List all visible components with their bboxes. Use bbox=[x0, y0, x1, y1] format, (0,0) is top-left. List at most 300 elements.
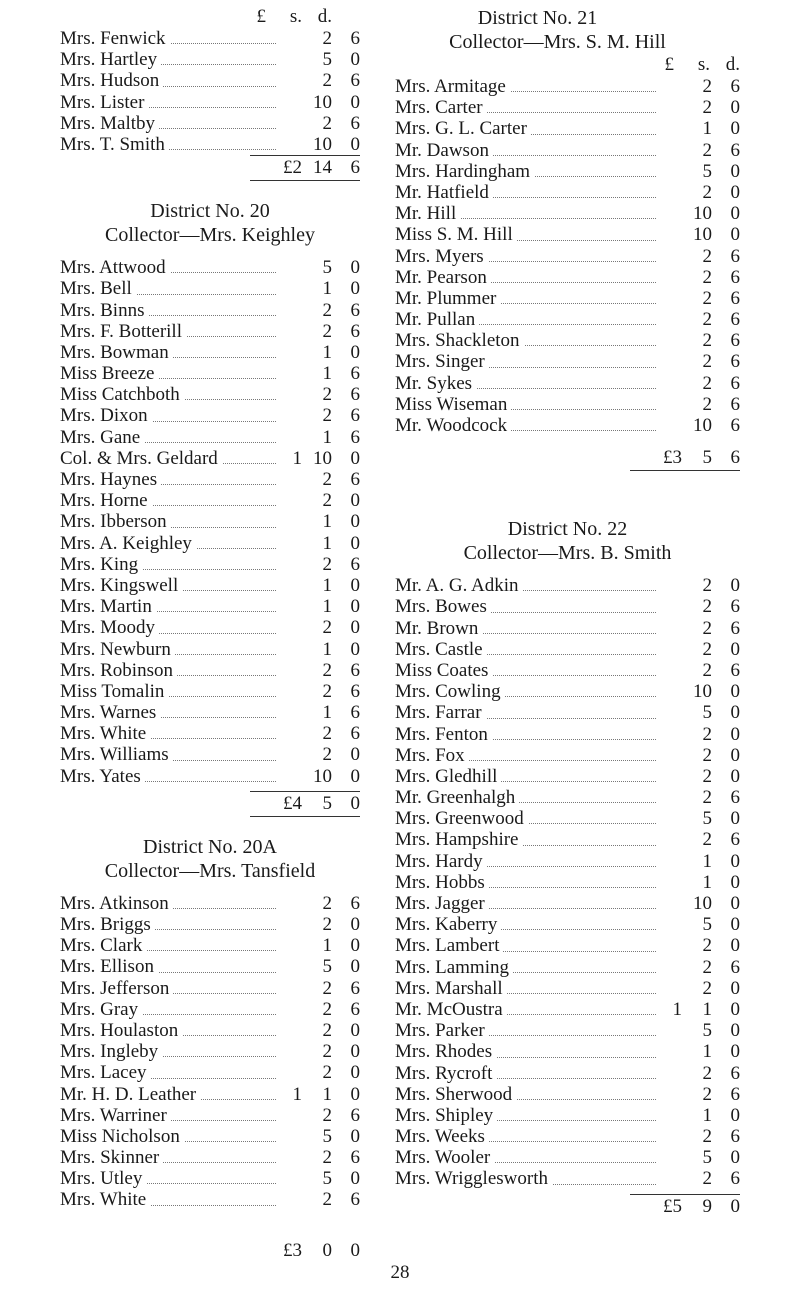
pence-amount: 0 bbox=[730, 1020, 740, 1042]
shillings-amount: 2 bbox=[322, 384, 332, 406]
list-item bbox=[60, 92, 360, 113]
list-item bbox=[395, 140, 740, 161]
contributor-name: Mr. Brown bbox=[395, 618, 482, 639]
list-item bbox=[60, 978, 360, 999]
contributor-name: Mrs. Utley bbox=[60, 1168, 146, 1189]
currency-header-left bbox=[60, 6, 360, 28]
shillings-amount: 2 bbox=[702, 765, 712, 787]
shillings-amount: 2 bbox=[702, 575, 712, 597]
contributor-name: Miss Catchboth bbox=[60, 384, 184, 405]
contributor-name: Mrs. Rhodes bbox=[395, 1041, 496, 1062]
pence-amount: 6 bbox=[730, 76, 740, 97]
list-item bbox=[60, 321, 360, 342]
shillings-amount: 5 bbox=[702, 1147, 712, 1169]
pence-amount: 6 bbox=[730, 372, 740, 394]
pence-amount: 6 bbox=[350, 998, 360, 1020]
pence-amount: 0 bbox=[730, 638, 740, 660]
contributor-name: Mr. Sykes bbox=[395, 373, 476, 394]
contributor-name: Mr. Pearson bbox=[395, 267, 491, 288]
pence-amount: 0 bbox=[730, 723, 740, 745]
pence-amount: 6 bbox=[350, 28, 360, 49]
pence-amount: 6 bbox=[730, 1168, 740, 1190]
shillings-amount: 2 bbox=[702, 638, 712, 660]
pence-amount: 6 bbox=[350, 469, 360, 490]
list-item bbox=[60, 554, 360, 575]
contributor-name: Mrs. King bbox=[60, 554, 142, 575]
shillings-amount: 2 bbox=[322, 299, 332, 321]
shillings-amount: 5 bbox=[702, 160, 712, 182]
list-item bbox=[395, 415, 740, 436]
contributor-name: Mrs. Binns bbox=[60, 300, 148, 321]
pence-amount: 6 bbox=[350, 363, 360, 385]
shillings-amount: 2 bbox=[322, 1019, 332, 1041]
pence-amount: 6 bbox=[350, 659, 360, 681]
list-item bbox=[60, 278, 360, 299]
contributor-name: Mrs. Lacey bbox=[60, 1062, 151, 1083]
list-item bbox=[395, 914, 740, 935]
shillings-amount: 1 bbox=[322, 341, 332, 363]
contributor-name: Mrs. F. Botterill bbox=[60, 321, 186, 342]
shillings-amount: 2 bbox=[702, 372, 712, 394]
shillings-amount: 2 bbox=[322, 977, 332, 999]
list-item bbox=[395, 203, 740, 224]
pence-amount: 0 bbox=[730, 808, 740, 830]
pence-amount: 0 bbox=[730, 97, 740, 119]
shillings-amount: 2 bbox=[702, 309, 712, 331]
shillings-amount: 2 bbox=[702, 181, 712, 203]
pence-amount: 0 bbox=[730, 744, 740, 766]
list-item bbox=[60, 469, 360, 490]
pence-amount: 0 bbox=[350, 617, 360, 639]
district-22-total bbox=[395, 1195, 740, 1219]
district-20-collector: Collector—Mrs. Keighley bbox=[105, 224, 315, 247]
shillings-amount: 5 bbox=[702, 914, 712, 936]
shillings-amount: 2 bbox=[702, 956, 712, 978]
contributor-name: Mrs. Briggs bbox=[60, 914, 155, 935]
pence-amount: 0 bbox=[350, 447, 360, 469]
list-item bbox=[60, 914, 360, 935]
list-item bbox=[395, 872, 740, 893]
contributor-name: Mrs. Rycroft bbox=[395, 1063, 496, 1084]
shillings-amount: 10 bbox=[313, 765, 332, 787]
pence-amount: 0 bbox=[350, 257, 360, 279]
shillings-amount: 2 bbox=[702, 723, 712, 745]
shillings-amount: 1 bbox=[322, 1083, 332, 1105]
shillings-amount: 1 bbox=[322, 638, 332, 660]
list-item bbox=[395, 97, 740, 118]
shillings-amount: 2 bbox=[322, 405, 332, 427]
list-item bbox=[395, 1126, 740, 1147]
shillings-amount: 1 bbox=[322, 426, 332, 448]
contributor-name: Mrs. Lambert bbox=[395, 935, 503, 956]
list-item bbox=[60, 511, 360, 532]
shillings-amount: 10 bbox=[693, 224, 712, 246]
contributor-name: Mrs. Myers bbox=[395, 246, 488, 267]
pence-amount: 0 bbox=[730, 224, 740, 246]
list-item bbox=[395, 182, 740, 203]
list-item bbox=[395, 681, 740, 702]
pence-amount: 0 bbox=[350, 596, 360, 618]
list-item bbox=[395, 1063, 740, 1084]
shillings-header: s. bbox=[289, 6, 302, 27]
shillings-amount: 2 bbox=[702, 659, 712, 681]
list-item bbox=[395, 829, 740, 850]
contributor-name: Mrs. Houlaston bbox=[60, 1020, 182, 1041]
contributor-name: Mrs. Martin bbox=[60, 596, 156, 617]
pence-amount: 6 bbox=[350, 1189, 360, 1211]
contributor-name: Mrs. Maltby bbox=[60, 113, 159, 134]
total-pounds: £5 bbox=[663, 1195, 682, 1217]
pence-amount: 6 bbox=[730, 139, 740, 161]
district-22-collector: Collector—Mrs. B. Smith bbox=[463, 542, 672, 565]
list-item bbox=[60, 1189, 360, 1210]
page-number: 28 bbox=[390, 1262, 410, 1283]
shillings-amount: 2 bbox=[322, 998, 332, 1020]
list-item bbox=[60, 1126, 360, 1147]
pence-amount: 0 bbox=[350, 511, 360, 533]
contributor-name: Mrs. Gane bbox=[60, 427, 144, 448]
shillings-amount: 10 bbox=[693, 893, 712, 914]
contributor-name: Mrs. Shackleton bbox=[395, 330, 524, 351]
contributor-name: Mrs. Lister bbox=[60, 92, 148, 113]
contributor-name: Mrs. Robinson bbox=[60, 660, 177, 681]
contributor-name: Mrs. Gray bbox=[60, 999, 142, 1020]
shillings-amount: 2 bbox=[702, 1062, 712, 1084]
contributor-name: Mr. Pullan bbox=[395, 309, 479, 330]
contributor-name: Mrs. Jefferson bbox=[60, 978, 173, 999]
list-item bbox=[60, 681, 360, 702]
pence-amount: 0 bbox=[350, 935, 360, 957]
district-20a-collector: Collector—Mrs. Tansfield bbox=[104, 859, 316, 882]
list-item bbox=[395, 1105, 740, 1126]
contributor-name: Miss Breeze bbox=[60, 363, 158, 384]
shillings-amount: 2 bbox=[702, 617, 712, 639]
list-item bbox=[60, 28, 360, 49]
pence-amount: 0 bbox=[730, 893, 740, 914]
list-item bbox=[395, 618, 740, 639]
list-item bbox=[395, 351, 740, 372]
pence-amount: 6 bbox=[730, 1126, 740, 1148]
district-22-title: District No. 22 bbox=[507, 518, 628, 541]
shillings-amount: 10 bbox=[693, 681, 712, 703]
list-item bbox=[395, 309, 740, 330]
shillings-amount: 1 bbox=[702, 1104, 712, 1126]
pence-amount: 0 bbox=[730, 118, 740, 140]
pence-amount: 0 bbox=[730, 203, 740, 225]
list-item bbox=[395, 893, 740, 914]
right-column bbox=[395, 6, 740, 1219]
list-item bbox=[60, 766, 360, 787]
shillings-amount: 10 bbox=[313, 91, 332, 113]
shillings-amount: 5 bbox=[322, 956, 332, 978]
pence-amount: 6 bbox=[730, 596, 740, 618]
total-pence: 0 bbox=[730, 1195, 740, 1217]
list-item bbox=[395, 808, 740, 829]
pence-amount: 6 bbox=[730, 351, 740, 373]
pence-amount: 0 bbox=[350, 1125, 360, 1147]
list-item bbox=[60, 300, 360, 321]
total-pence: 0 bbox=[350, 1239, 360, 1261]
pence-amount: 6 bbox=[350, 405, 360, 427]
list-item bbox=[395, 1084, 740, 1105]
list-item bbox=[395, 639, 740, 660]
list-item bbox=[60, 1041, 360, 1062]
shillings-amount: 2 bbox=[702, 1168, 712, 1190]
contributor-name: Miss Tomalin bbox=[60, 681, 168, 702]
shillings-amount: 2 bbox=[322, 28, 332, 49]
shillings-amount: 2 bbox=[702, 266, 712, 288]
list-item bbox=[395, 76, 740, 97]
shillings-amount: 1 bbox=[322, 702, 332, 724]
contributor-name: Mrs. Hartley bbox=[60, 49, 161, 70]
shillings-amount: 2 bbox=[702, 76, 712, 97]
total-pounds: £2 bbox=[283, 157, 302, 179]
list-item bbox=[395, 851, 740, 872]
pence-amount: 6 bbox=[730, 415, 740, 436]
contributor-name: Mrs. Hardy bbox=[395, 851, 487, 872]
total-pence: 0 bbox=[350, 792, 360, 814]
total-pence: 6 bbox=[730, 447, 740, 469]
list-item bbox=[60, 427, 360, 448]
shillings-amount: 2 bbox=[322, 1062, 332, 1084]
pence-amount: 6 bbox=[730, 787, 740, 809]
pence-amount: 6 bbox=[730, 245, 740, 267]
list-item bbox=[60, 384, 360, 405]
list-item bbox=[60, 893, 360, 914]
district-21-collector: Collector—Mrs. S. M. Hill bbox=[449, 31, 666, 53]
pence-amount: 0 bbox=[350, 1041, 360, 1063]
list-item bbox=[395, 267, 740, 288]
pence-amount: 0 bbox=[350, 1062, 360, 1084]
pence-amount: 6 bbox=[350, 384, 360, 406]
contributor-name: Mrs. Hobbs bbox=[395, 872, 489, 893]
shillings-amount: 1 bbox=[702, 850, 712, 872]
district-20a-title: District No. 20A bbox=[143, 835, 277, 858]
shillings-amount: 5 bbox=[702, 1020, 712, 1042]
pence-amount: 0 bbox=[350, 638, 360, 660]
shillings-amount: 2 bbox=[322, 1189, 332, 1211]
contributor-name: Mrs. Marshall bbox=[395, 978, 507, 999]
district-21-list bbox=[395, 76, 740, 436]
shillings-header: s. bbox=[697, 54, 710, 75]
contributor-name: Mrs. White bbox=[60, 1189, 150, 1210]
top-list bbox=[60, 28, 360, 155]
shillings-amount: 5 bbox=[702, 808, 712, 830]
district-22-list bbox=[395, 575, 740, 1189]
contributor-name: Mrs. Newburn bbox=[60, 639, 175, 660]
pence-amount: 0 bbox=[350, 49, 360, 71]
shillings-amount: 2 bbox=[702, 351, 712, 373]
list-item bbox=[60, 1062, 360, 1083]
contributor-name: Mrs. Bell bbox=[60, 278, 136, 299]
shillings-amount: 10 bbox=[313, 447, 332, 469]
list-item bbox=[395, 246, 740, 267]
total-pence: 6 bbox=[350, 157, 360, 179]
contributor-name: Mrs. Attwood bbox=[60, 257, 170, 278]
pence-amount: 0 bbox=[730, 181, 740, 203]
contributor-name: Mr. Hill bbox=[395, 203, 460, 224]
pence-amount: 0 bbox=[730, 998, 740, 1020]
contributor-name: Mrs. Lamming bbox=[395, 957, 513, 978]
district-20-title: District No. 20 bbox=[150, 200, 270, 223]
contributor-name: Mrs. Hardingham bbox=[395, 161, 534, 182]
shillings-amount: 10 bbox=[693, 203, 712, 225]
total-shillings: 14 bbox=[313, 157, 332, 179]
district-20-total bbox=[60, 792, 360, 816]
shillings-amount: 2 bbox=[322, 659, 332, 681]
list-item bbox=[395, 787, 740, 808]
shillings-amount: 2 bbox=[322, 1147, 332, 1169]
pence-amount: 6 bbox=[350, 299, 360, 321]
pence-amount: 0 bbox=[730, 160, 740, 182]
total-shillings: 9 bbox=[702, 1195, 712, 1217]
shillings-amount: 2 bbox=[322, 723, 332, 745]
contributor-name: Mrs. Dixon bbox=[60, 405, 152, 426]
shillings-amount: 2 bbox=[702, 744, 712, 766]
pence-amount: 0 bbox=[730, 1041, 740, 1063]
pence-amount: 0 bbox=[350, 278, 360, 300]
pence-amount: 6 bbox=[350, 553, 360, 575]
pence-amount: 6 bbox=[350, 70, 360, 92]
list-item bbox=[395, 161, 740, 182]
pence-amount: 0 bbox=[350, 133, 360, 155]
pence-amount: 0 bbox=[350, 744, 360, 766]
pence-amount: 6 bbox=[350, 320, 360, 342]
pence-amount: 6 bbox=[730, 1062, 740, 1084]
total-shillings: 0 bbox=[322, 1239, 332, 1261]
list-item bbox=[395, 766, 740, 787]
list-item bbox=[60, 956, 360, 977]
list-item bbox=[60, 639, 360, 660]
list-item bbox=[395, 1041, 740, 1062]
shillings-amount: 2 bbox=[702, 245, 712, 267]
pence-amount: 6 bbox=[730, 393, 740, 415]
contributor-name: Mrs. Farrar bbox=[395, 702, 486, 723]
contributor-name: Mrs. Armitage bbox=[395, 76, 510, 97]
pounds-header: £ bbox=[256, 6, 266, 27]
pence-amount: 0 bbox=[350, 490, 360, 512]
list-item bbox=[395, 1147, 740, 1168]
contributor-name: Mrs. Haynes bbox=[60, 469, 161, 490]
contributor-name: Mrs. Carter bbox=[395, 97, 487, 118]
pence-amount: 0 bbox=[730, 850, 740, 872]
contributor-name: Mrs. Bowes bbox=[395, 596, 491, 617]
list-item bbox=[395, 1168, 740, 1189]
list-item bbox=[395, 724, 740, 745]
pence-amount: 6 bbox=[730, 330, 740, 352]
total-shillings: 5 bbox=[702, 447, 712, 469]
pence-amount: 0 bbox=[730, 914, 740, 936]
shillings-amount: 1 bbox=[322, 596, 332, 618]
pence-amount: 0 bbox=[730, 702, 740, 724]
list-item bbox=[60, 134, 360, 155]
currency-header-right bbox=[395, 54, 740, 76]
shillings-amount: 5 bbox=[322, 257, 332, 279]
list-item bbox=[60, 257, 360, 278]
pence-amount: 6 bbox=[730, 829, 740, 851]
pence-amount: 0 bbox=[730, 1104, 740, 1126]
list-item bbox=[60, 723, 360, 744]
pence-amount: 0 bbox=[730, 575, 740, 597]
pence-amount: 6 bbox=[350, 977, 360, 999]
list-item bbox=[395, 575, 740, 596]
contributor-name: Mr. Hatfield bbox=[395, 182, 493, 203]
contributor-name: Mrs. Shipley bbox=[395, 1105, 497, 1126]
shillings-amount: 1 bbox=[322, 574, 332, 596]
shillings-amount: 1 bbox=[322, 363, 332, 385]
list-item bbox=[395, 596, 740, 617]
shillings-amount: 2 bbox=[322, 1041, 332, 1063]
shillings-amount: 1 bbox=[702, 871, 712, 893]
pence-amount: 6 bbox=[350, 426, 360, 448]
list-item bbox=[395, 224, 740, 245]
shillings-amount: 5 bbox=[322, 49, 332, 71]
pence-amount: 6 bbox=[350, 112, 360, 134]
contributor-name: Mrs. Parker bbox=[395, 1020, 489, 1041]
pence-amount: 0 bbox=[730, 765, 740, 787]
shillings-amount: 2 bbox=[702, 1083, 712, 1105]
shillings-amount: 2 bbox=[322, 70, 332, 92]
pounds-amount: 1 bbox=[292, 447, 302, 469]
contributor-name: Mrs. Weeks bbox=[395, 1126, 489, 1147]
pence-amount: 0 bbox=[350, 341, 360, 363]
pence-amount: 0 bbox=[350, 1168, 360, 1190]
shillings-amount: 5 bbox=[322, 1168, 332, 1190]
pence-amount: 0 bbox=[350, 765, 360, 787]
contributor-name: Mrs. Fenwick bbox=[60, 28, 170, 49]
pence-amount: 6 bbox=[350, 702, 360, 724]
pence-amount: 6 bbox=[730, 956, 740, 978]
list-item bbox=[60, 405, 360, 426]
contributor-name: Mrs. Warnes bbox=[60, 702, 160, 723]
pence-amount: 0 bbox=[350, 1083, 360, 1105]
shillings-amount: 2 bbox=[702, 330, 712, 352]
list-item bbox=[395, 660, 740, 681]
shillings-amount: 2 bbox=[322, 1104, 332, 1126]
pence-amount: 0 bbox=[350, 1019, 360, 1041]
list-item bbox=[395, 373, 740, 394]
pence-amount: 0 bbox=[730, 977, 740, 999]
shillings-amount: 1 bbox=[322, 935, 332, 957]
contributor-name: Mrs. Castle bbox=[395, 639, 487, 660]
contributor-name: Mrs. Yates bbox=[60, 766, 145, 787]
district-21-title: District No. 21 bbox=[477, 7, 598, 29]
shillings-amount: 1 bbox=[322, 511, 332, 533]
shillings-amount: 2 bbox=[322, 680, 332, 702]
pence-amount: 6 bbox=[350, 723, 360, 745]
list-item bbox=[395, 935, 740, 956]
contributor-name: Mrs. Cowling bbox=[395, 681, 505, 702]
list-item bbox=[60, 490, 360, 511]
shillings-amount: 2 bbox=[702, 829, 712, 851]
pence-amount: 0 bbox=[350, 914, 360, 935]
contributor-name: Mr. Woodcock bbox=[395, 415, 511, 436]
contributor-name: Mrs. A. Keighley bbox=[60, 533, 196, 554]
shillings-amount: 2 bbox=[702, 787, 712, 809]
contributor-name: Mrs. Ellison bbox=[60, 956, 158, 977]
list-item bbox=[395, 745, 740, 766]
list-item bbox=[60, 596, 360, 617]
pence-amount: 6 bbox=[350, 680, 360, 702]
shillings-amount: 2 bbox=[322, 744, 332, 766]
pounds-amount: 1 bbox=[292, 1083, 302, 1105]
list-item bbox=[395, 394, 740, 415]
contributor-name: Mr. A. G. Adkin bbox=[395, 575, 523, 596]
list-item bbox=[395, 999, 740, 1020]
shillings-amount: 2 bbox=[702, 287, 712, 309]
shillings-amount: 2 bbox=[702, 1126, 712, 1148]
list-item bbox=[395, 118, 740, 139]
